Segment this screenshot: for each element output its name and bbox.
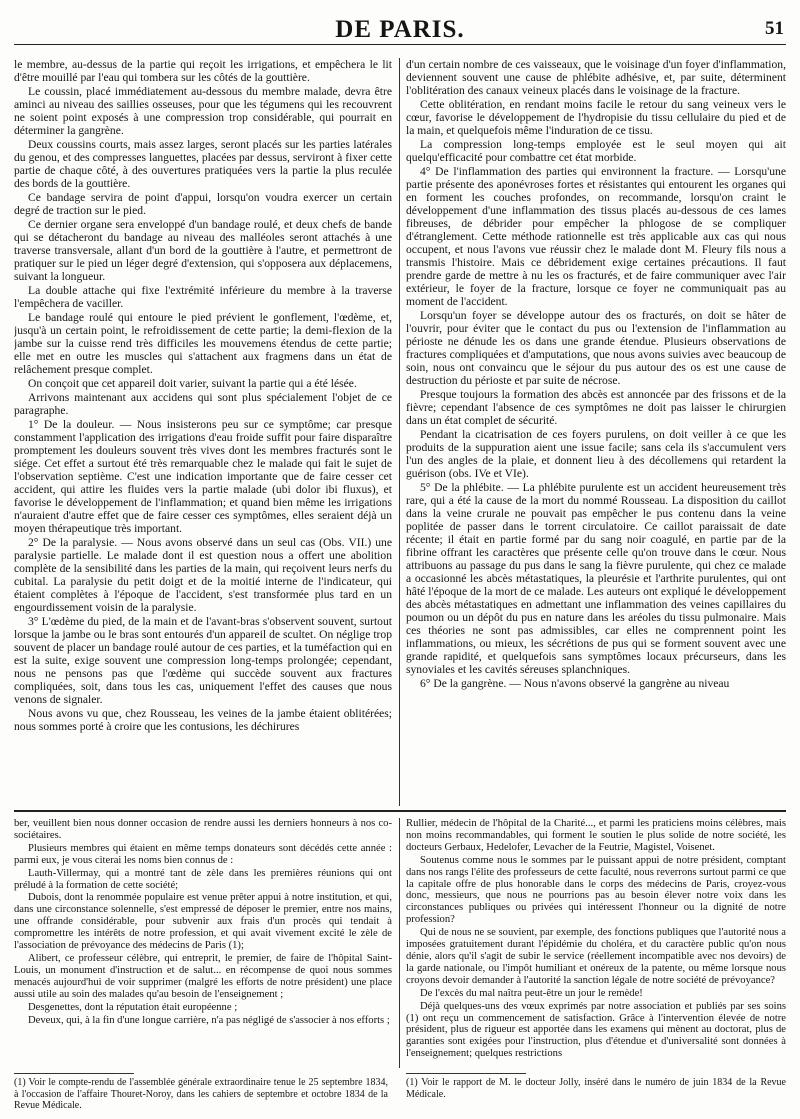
paragraph: Alibert, ce professeur célèbre, qui entreprit, le premier, de faire de l'hôpital Saint-Louis, un monument d'instruction et de salut... en récompense de quoi nous sommes menacés aujourd'hui de voir supprimer (malgré les efforts de notre président) une place aussi utile au soin des malades qu'au besoin de l'enseignement ; [14, 952, 392, 1000]
paragraph: 4° De l'inflammation des parties qui environnent la fracture. — Lorsqu'une partie présente des aponévroses fortes et résistantes qui entourent les organes qui en forment les couches profondes, on recommande, lorsqu'on craint le développement d'une inflammation des tissus placés au-dessous de ces lames fibreuses, de débrider pour empêcher la phlogose de se compliquer d'étranglement. Cette méthode rationnelle est très applicable aux cas qui nous occupent, et nous l'avons vue réussir chez le malade dont M. Fleury fils nous a transmis l'histoire. Mais ce débridement exige certaines précautions. Il faut prendre garde de mettre à nu les os fracturés, et de faire communiquer avec l'air extérieur, le foyer de la fracture, lorsque ce foyer ne communiquait pas au moment de l'accident. [406, 165, 786, 308]
paragraph: Deux coussins courts, mais assez larges, seront placés sur les parties latérales du genou, et des compresses languettes, placées par dessus, serviront à fixer cette partie de chaque côté, à des ouvertures pratiquées vers la partie la plus reculée des bords de la gouttière. [14, 138, 392, 190]
page-header [14, 10, 786, 45]
bottom-article [14, 818, 786, 1068]
paragraph: Lorsqu'un foyer se développe autour des os fracturés, on doit se hâter de l'ouvrir, pour éviter que le contact du pus ou l'extension de l'inflammation au périoste ne dénude les os dans une grande étendue. Plusieurs observations de fractures compliquées et d'amputations, que nous avons suivies avec beaucoup de soin, nous ont convaincu que le séjour du pus autour des os est une cause de destruction du périoste et par suite de nécrose. [406, 309, 786, 387]
paragraph: Qui de nous ne se souvient, par exemple, des fonctions publiques que l'autorité nous a imposées gratuitement durant l'épidémie du choléra, et du caractère public qu'on nous dénie, alors qu'il s'agit de subir le service (réellement incompatible avec nos devoirs) de la garde nationale, ou l'impôt humiliant et onéreux de la patente, ou même lorsque nous croyons devoir demander à l'autorité la sanction légale de notre société de prévoyance? [406, 927, 786, 986]
paragraph: Deveux, qui, à la fin d'une longue carrière, n'a pas négligé de s'associer à nos efforts ; [28, 1014, 390, 1026]
paragraph: Ce dernier organe sera enveloppé d'un bandage roulé, et deux chefs de bande qui se détacheront du bandage au niveau des malléoles seront attachés à une traverse transversale, allant d'un bord de la gouttière à l'autre, et permettront de pratiquer sur le pied un léger degré d'extension, qui s'opposera aux déplacemens, suivant la longueur. [14, 218, 392, 283]
paragraph: Plusieurs membres qui étaient en même temps donateurs sont décédés cette année : parmi eux, je vous citerai les noms bien connus de : [14, 842, 392, 866]
paragraph: Lauth-Villermay, qui a montré tant de zèle dans les premières réunions qui ont préludé à la formation de cette société; [14, 867, 392, 891]
footnote-rule [14, 1073, 134, 1074]
paragraph: Pendant la cicatrisation de ces foyers purulens, on doit veiller à ce que les produits de la suppuration aient une issue facile; sans cela ils s'accumulent vers l'un des angles de la plaie, et donnent lieu à des décollemens qui retardent la guérison (obs. IVe et VIe). [406, 428, 786, 480]
paragraph: Dubois, dont la renommée populaire est venue prêter appui à notre institution, et qui, dans une circonstance solennelle, s'est empressé de déposer le premier, entre nos mains, une offrande considérable, pour subvenir aux frais d'un procès qui tendait à compromettre les intérêts de notre profession, et qui avait vivement excité le zèle de l'association de prévoyance des médecins de Paris (1); [14, 892, 392, 952]
page-number: 51 [765, 18, 784, 39]
paragraph: La double attache qui fixe l'extrémité inférieure du membre à la traverse l'empêchera de vaciller. [14, 284, 392, 310]
main-article-left-column [14, 58, 392, 806]
section-divider [14, 810, 786, 812]
paragraph: De l'excès du mal naîtra peut-être un jour le remède! [420, 987, 643, 999]
paragraph: On conçoit que cet appareil doit varier, suivant la partie qui a été lésée. [28, 377, 357, 390]
paragraph: Le coussin, placé immédiatement au-dessous du membre malade, devra être aminci au niveau des saillies osseuses, pour que les tégumens qui les recouvrent ne soient point exposés à une compression trop considérable, qui pourrait en déterminer la gangrène. [14, 85, 392, 137]
paragraph: 6° De la gangrène. — Nous n'avons observé la gangrène au niveau [420, 677, 730, 690]
paragraph: ber, veuillent bien nous donner occasion de rendre aussi les derniers honneurs à nos co-sociétaires. [14, 818, 392, 841]
paragraph: Ce bandage servira de point d'appui, lorsqu'on voudra exercer un certain degré de traction sur le pied. [14, 191, 392, 217]
paragraph: 5° De la phlébite. — La phlébite purulente est un accident heureusement très rare, qui a été la cause de la mort du nommé Rousseau. La disposition du caillot dans la veine crurale ne pouvait pas empêcher le pus contenu dans la veine poplitée de passer dans le torrent circulatoire. Ce caillot paraissait de date récente; il était en partie formé par du sang noir coagulé, en partie par de la fibrine offrant les caractères que présente celle qu'on trouve dans le cœur. Nous attribuons au passage du pus dans le sang la fièvre purulente, qui chez ce malade a occasionné les abcès métastatiques, la pleurésie et l'arthrite purulentes, qui ont hâté l'époque de la mort de ce malade. Les auteurs ont expliqué le développement des abcès métastatiques en admettant une inflammation des veines capillaires du poumon ou un dépôt du pus en nature dans les aréoles du tissu pulmonaire. Mais ces théories ne sont pas admissibles, car elles ne comprennent point les inflammations, ou mieux, les sécrétions de pus qui se forment souvent avec une grande rapidité, et quelquefois sans symptômes locaux précurseurs, dans les synoviales et les cavités séreuses splanchniques. [406, 481, 786, 676]
paragraph: 2° De la paralysie. — Nous avons observé dans un seul cas (Obs. VII.) une paralysie partielle. Le malade dont il est question nous a offert une abolition complète de la sensibilité dans les parties de la main, qui reçoivent leurs nerfs du cubital. La paralysie du petit doigt et de la moitié interne de l'indicateur, qui étaient complètes à l'époque de l'accident, s'est transformée plus tard en un engourdissement voisin de la paralysie. [14, 536, 392, 614]
paragraph: Soutenus comme nous le sommes par le puissant appui de notre président, comptant dans nos rangs l'élite des professeurs de cette faculté, nous reverrons surtout parmi ce que la capitale offre de plus honorable dans le corps des médecins de Paris, croyez-vous donc, messieurs, que nous ne pourrions pas au besoin élever notre voix dans les circonstances publiques ou privées qui intéressent l'honneur ou la dignité de notre profession? [406, 854, 786, 926]
footnote-left: (1) Voir le compte-rendu de l'assemblée générale extraordinaire tenue le 25 septembre 1834, à l'occasion de l'affaire Thouret-Noroy, dans les cahiers de septembre et octobre 1834 de la Revue Médicale. [14, 1077, 388, 1111]
bottom-article-left-column [14, 818, 392, 1068]
paragraph: Arrivons maintenant aux accidens qui sont plus spécialement l'objet de ce paragraphe. [14, 391, 392, 417]
paragraph: Le bandage roulé qui entoure le pied prévient le gonflement, l'œdème, et, jusqu'à un certain point, le refroidissement de cette partie; la demi-flexion de la jambe sur la cuisse rend très difficiles les mouvemens étendus de cette partie; elle met en outre les muscles qui s'attachent aux fragmens dans un état de relâchement presque complet. [14, 311, 392, 376]
main-article-right-column [406, 58, 786, 806]
paragraph: Rullier, médecin de l'hôpital de la Charité..., et parmi les praticiens moins célèbres, mais non moins recommandables, qui forment le soutien le plus solide de notre société, les docteurs Gerbaux, Hedelofer, Levacher de la Feutrie, Magistel, Voisenet. [406, 818, 786, 853]
paragraph: le membre, au-dessus de la partie qui reçoit les irrigations, et empêchera le lit d'être mouillé par l'eau qui tombera sur les côtés de la gouttière. [14, 58, 392, 84]
paragraph: 3° L'œdème du pied, de la main et de l'avant-bras s'observent souvent, surtout lorsque la jambe ou le bras sont entourés d'un appareil de scultet. On néglige trop souvent de placer un bandage roulé autour de ces parties, et la tuméfaction qui en est la suite, exige souvent une compression long-temps prolongée; cependant, nous ne pensons pas que l'œdème qui succède souvent aux fractures compliquées, soit, dans tous les cas, uniquement l'effet des causes que nous venons de signaler. [14, 615, 392, 706]
main-article [14, 58, 786, 806]
column-rule [399, 818, 400, 1068]
footnote-rule [406, 1073, 526, 1074]
page-title: DE PARIS. [335, 16, 465, 43]
bottom-article-right-column [406, 818, 786, 1068]
paragraph: Cette oblitération, en rendant moins facile le retour du sang veineux vers le cœur, favorise le développement de l'hydropisie du tissu cellulaire du pied et de la main, et quelquefois même l'induration de ce tissu. [406, 98, 786, 137]
column-rule [399, 58, 400, 806]
paragraph: Desgenettes, dont la réputation était européenne ; [28, 1001, 238, 1013]
paragraph: Presque toujours la formation des abcès est annoncée par des frissons et de la fièvre; cependant l'absence de ces symptômes ne doit pas laisser le chirurgien dans un état complet de sécurité. [406, 388, 786, 427]
paragraph: Déjà quelques-uns des vœux exprimés par notre association et publiés par ses soins (1) ont reçu un commencement de satisfaction. Grâce à l'intervention élevée de notre président, plus de rigueur est apportée dans les examens qui mènent au doctorat, plus de garanties sont exigées pour l'instruction, plus d'étendue et d'universalité sont données à l'enseignement; quelques restrictions [406, 1000, 786, 1060]
footnote-right: (1) Voir le rapport de M. le docteur Jolly, inséré dans le numéro de juin 1834 de la Revue Médicale. [406, 1077, 786, 1100]
paragraph: Nous avons vu que, chez Rousseau, les veines de la jambe étaient oblitérées; nous sommes porté à croire que les contusions, les déchirures [14, 707, 392, 733]
paragraph: La compression long-temps employée est le seul moyen qui ait quelqu'efficacité pour combattre cet état morbide. [406, 138, 786, 164]
paragraph: 1° De la douleur. — Nous insisterons peu sur ce symptôme; car presque constamment l'application des irrigations d'eau froide suffit pour faire disparaître promptement les douleurs souvent très vives dont les membres fracturés sont le siége. Cet effet a surtout été très remarquable chez le malade qui fait le sujet de l'observation septième. C'est une indication importante que de faire cesser cet accident, qui attire les fluides vers la partie malade (ubi dolor ibi fluxus), et favorise le développement de l'inflammation; et quand bien même les irrigations n'auraient d'autre effet que de faire cesser ces symptômes, elles seraient déjà un moyen thérapeutique très important. [14, 418, 392, 535]
paragraph: d'un certain nombre de ces vaisseaux, que le voisinage d'un foyer d'inflammation, deviennent souvent une cause de phlébite adhésive, et, par suite, déterminent l'oblitération des canaux veineux placés dans le voisinage de la fracture. [406, 58, 786, 97]
